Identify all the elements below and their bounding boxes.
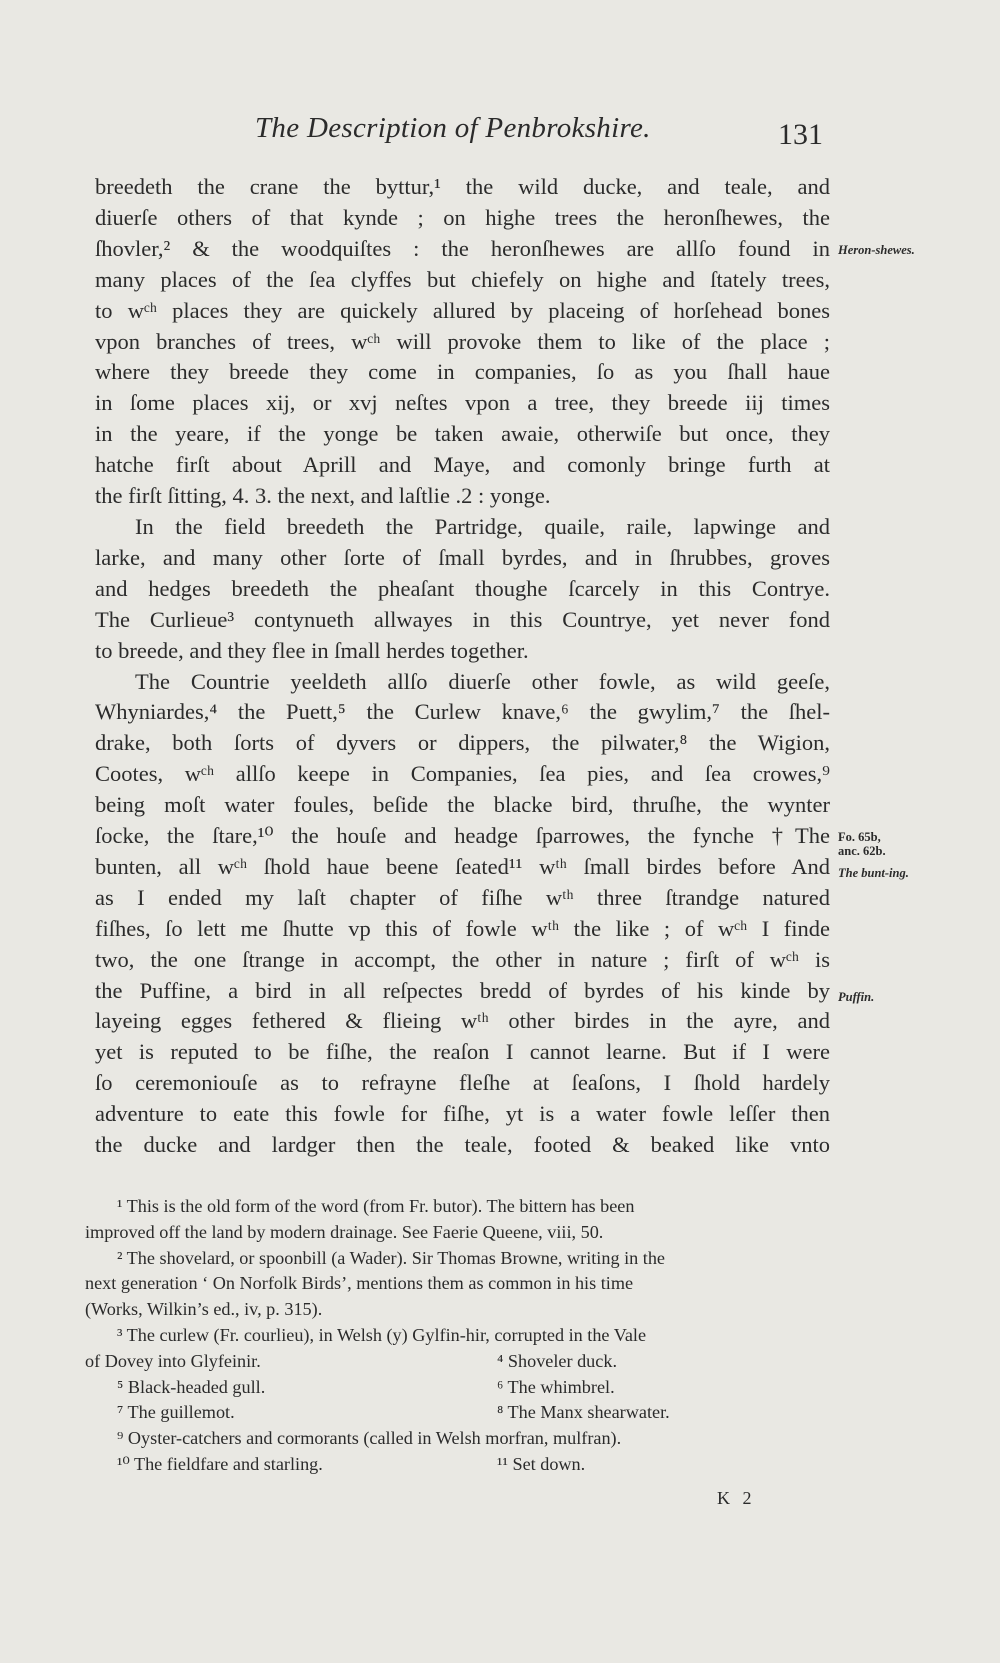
footnote-line: (Works, Wilkin’s ed., iv, p. 315). [85, 1299, 323, 1320]
body-line: adventure to eate this fowle for fiſhe, yt is a water fowle leſſer then [95, 1101, 830, 1127]
body-line: the ducke and lardger then the teale, footed & beaked like vnto [95, 1132, 830, 1158]
body-line: the Puffine, a bird in all reſpectes bredd of byrdes of his kinde by [95, 977, 830, 1003]
body-line: The Curlieue³ contynueth allwayes in this Countrye, yet never fond [95, 606, 830, 632]
body-line: breedeth the crane the byttur,¹ the wild ducke, and teale, and [95, 174, 830, 199]
body-line: bunten, all wᶜʰ ſhold haue beene ſeated¹¹ wᵗʰ ſmall birdes before And [95, 853, 830, 879]
body-line: In the field breedeth the Partridge, quaile, raile, lapwinge and [135, 513, 830, 539]
footnote-line: ³ The curlew (Fr. courlieu), in Welsh (y) Gylfin-hir, corrupted in the Vale [117, 1324, 647, 1345]
footnote-line: ¹ This is the old form of the word (from Fr. butor). The bittern has been [117, 1196, 635, 1216]
margin-note-puffin: Puffin. [838, 990, 875, 1004]
body-line: to breede, and they flee in ſmall herdes together. [95, 637, 529, 663]
margin-note-folio-ref: Fo. 65b, [838, 830, 881, 844]
body-line: layeing egges fethered & flieing wᵗʰ other birdes in the ayre, and [95, 1008, 830, 1034]
body-line: diuerſe others of that kynde ; on highe trees the heronſhewes, the [95, 204, 830, 230]
page-number: 131 [778, 118, 823, 151]
body-line: being moſt water foules, beſide the blacke bird, thruſhe, the wynter [95, 792, 830, 818]
body-line: fiſhes, ſo lett me ſhutte vp this of fowle wᵗʰ the like ; of wᶜʰ I finde [95, 915, 830, 941]
body-line: many places of the ſea clyffes but chiefely on highe and ſtately trees, [95, 266, 830, 292]
footnote-row [85, 1400, 833, 1426]
body-line: larke, and many other ſorte of ſmall byrdes, and in ſhrubbes, groves [95, 544, 830, 570]
body-line: in the yeare, if the yonge be taken awaie, otherwiſe but once, they [95, 421, 830, 447]
body-line: as I ended my laſt chapter of fiſhe wᵗʰ three ſtrandge natured [95, 884, 830, 910]
margin-note-folio-ref-anc: anc. 62b. [838, 844, 886, 858]
footnote-line: next generation ‘ On Norfolk Birds’, mentions them as common in his time [85, 1273, 634, 1294]
footnote-row [85, 1375, 833, 1401]
body-line: drake, both ſorts of dyvers or dippers, the pilwater,⁸ the Wigion, [95, 730, 830, 756]
margin-note-heron-shewes: Heron-shewes. [838, 243, 915, 257]
footnote-line: ⁷ The guillemot. [117, 1402, 235, 1423]
signature-mark: K 2 [717, 1488, 756, 1508]
running-title: The Description of Penbrokshire. [255, 112, 651, 144]
footnotes [85, 1194, 833, 1478]
body-line: two, the one ſtrange in accompt, the other in nature ; firſt of wᶜʰ is [95, 946, 830, 972]
body-line: in ſome places xij, or xvj neſtes vpon a tree, they breede iij times [95, 390, 830, 416]
footnote-line: ⁴ Shoveler duck. [497, 1350, 617, 1371]
body-line: yet is reputed to be fiſhe, the reaſon I cannot learne. But if I were [95, 1039, 830, 1065]
footnote-line: of Dovey into Glyfeinir. [85, 1350, 261, 1371]
body-line: ſhovler,² & the woodquiſtes : the heronſhewes are allſo found in [95, 235, 830, 261]
body-line: The Countrie yeeldeth allſo diuerſe other fowle, as wild geeſe, [135, 668, 830, 694]
footnote-line: ¹¹ Set down. [497, 1453, 586, 1474]
body-line: ſo ceremoniouſe as to refrayne fleſhe at ſeaſons, I ſhold hardely [95, 1070, 830, 1096]
body-line: where they breede they come in companies, ſo as you ſhall haue [95, 359, 830, 385]
margin-note-bunting: The bunt-ing. [838, 866, 909, 880]
body-line: hatche firſt about Aprill and Maye, and comonly bringe furth at [95, 452, 830, 478]
body-line: to wᶜʰ places they are quickely allured by placeing of horſehead bones [95, 297, 830, 323]
body-line: ſocke, the ſtare,¹⁰ the houſe and headge ſparrowes, the fynche †The [95, 823, 830, 849]
body-line: and hedges breedeth the pheaſant thoughe ſcarcely in this Contrye. [95, 575, 830, 601]
body-line: the firſt ſitting, 4. 3. the next, and laſtlie .2 : yonge. [95, 483, 551, 509]
body-line: Cootes, wᶜʰ allſo keepe in Companies, ſea pies, and ſea crowes,⁹ [95, 761, 830, 787]
footnote-line: ⁵ Black-headed gull. [117, 1376, 266, 1397]
body-text [95, 172, 830, 1161]
body-line: Whyniardes,⁴ the Puett,⁵ the Curlew knave,⁶ the gwylim,⁷ the ſhel- [95, 699, 830, 725]
footnote-line: ⁸ The Manx shearwater. [497, 1402, 670, 1423]
footnote-line: ² The shovelard, or spoonbill (a Wader). Sir Thomas Browne, writing in the [117, 1247, 666, 1268]
footnote-line: ¹⁰ The fieldfare and starling. [117, 1453, 323, 1474]
footnote-row [85, 1349, 833, 1375]
footnote-line: ⁹ Oyster-catchers and cormorants (called in Welsh morfran, mulfran). [117, 1428, 622, 1449]
body-line: vpon branches of trees, wᶜʰ will provoke them to like of the place ; [95, 328, 830, 354]
footnote-line: ⁶ The whimbrel. [497, 1376, 615, 1397]
footnote-row [85, 1452, 833, 1478]
footnote-line: improved off the land by modern drainage. See Faerie Queene, viii, 50. [85, 1221, 604, 1242]
